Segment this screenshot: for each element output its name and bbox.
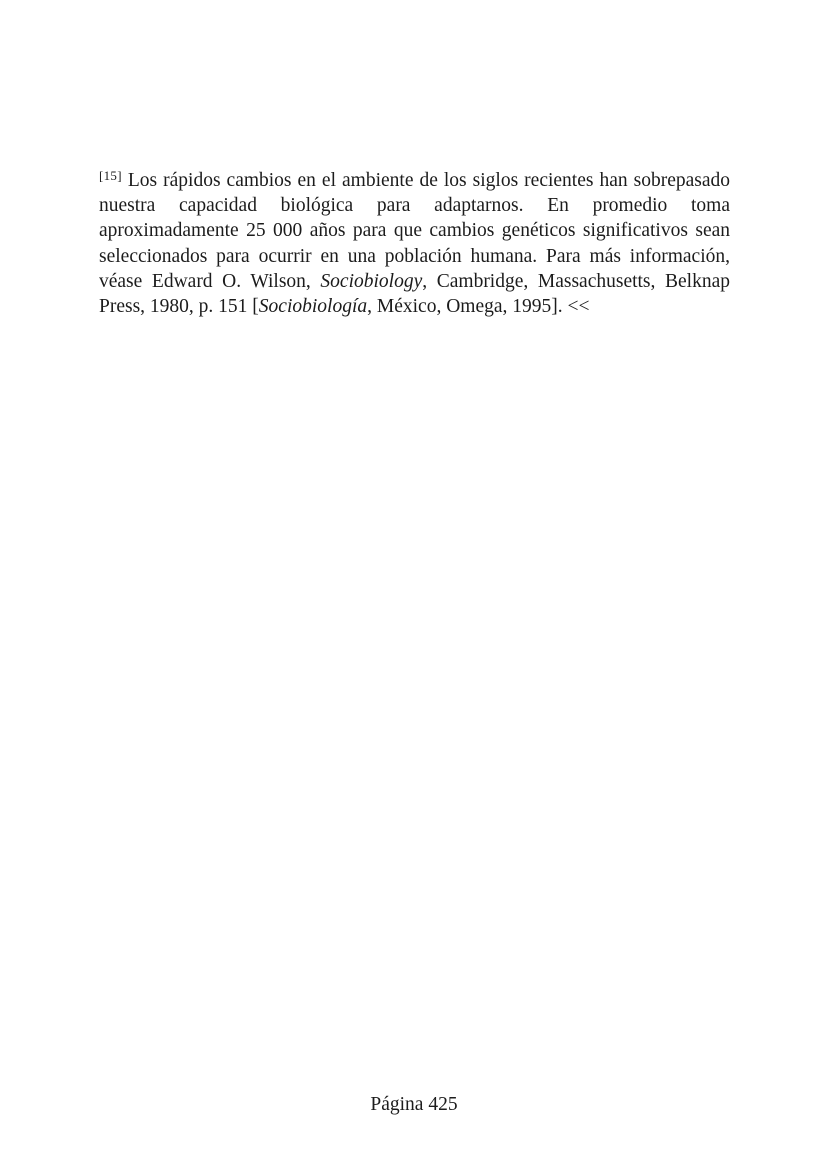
footnote-book-title-spanish-italic: Sociobiología	[258, 296, 368, 318]
footnote-text	[99, 168, 730, 319]
footnote-backlink[interactable]: <<	[567, 296, 590, 318]
footnote-book-title-italic: Sociobiology	[320, 270, 423, 292]
footnote-marker: [15]	[99, 168, 122, 183]
page-number: Página 425	[370, 1094, 458, 1115]
footnote-segment-3: , México, Omega, 1995].	[367, 296, 568, 318]
footnote-segment-2: , Cambridge, Massachusetts, Belknap Press, 1980, p. 151 [	[99, 270, 730, 318]
footnote-segment-1: Los rápidos cambios en el ambiente de los siglos recientes han sobrepasado nuestra capacidad biológica para adaptarnos. En promedio toma aproximadamente 25 000 años para que cambios genéticos significativos sean seleccionados para ocurrir en una población humana. Para más información, véase Edward O. Wilson,	[99, 170, 731, 292]
